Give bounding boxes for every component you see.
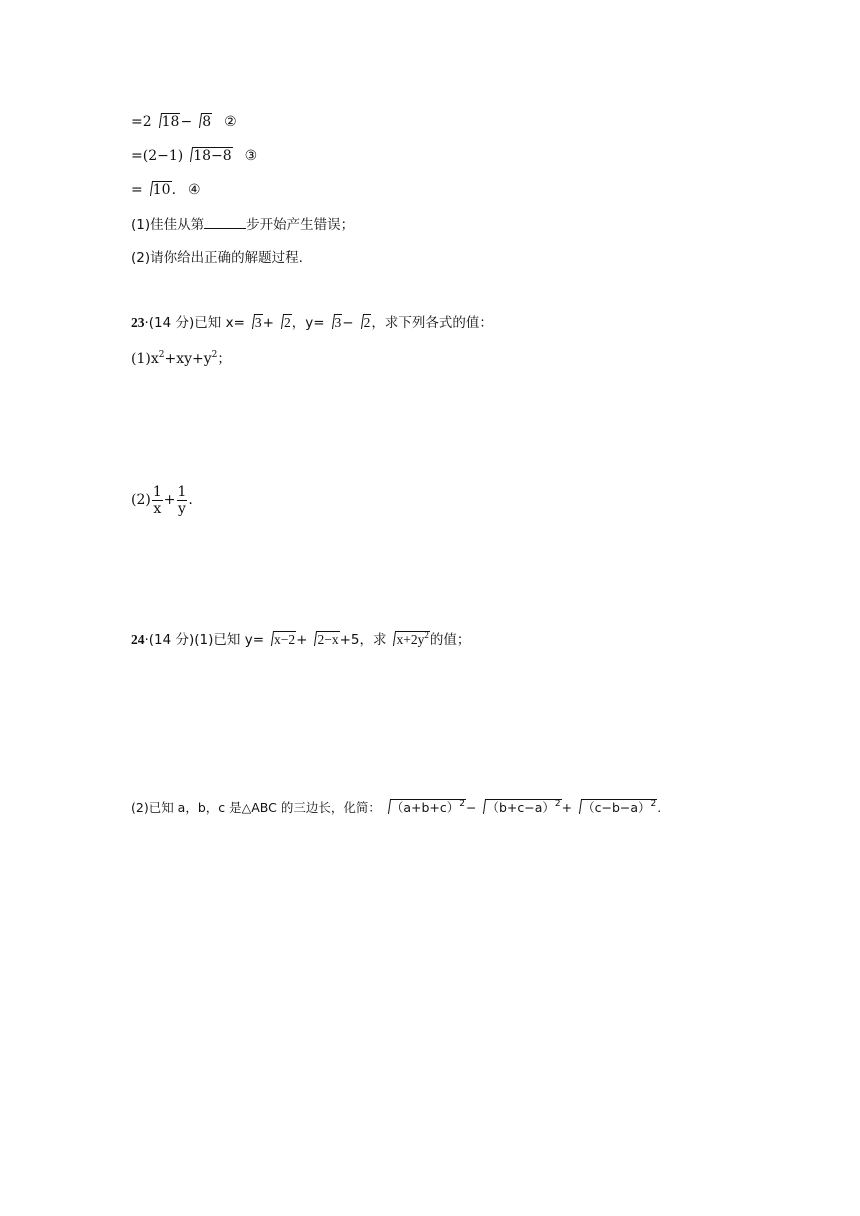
radicand-text: （b+c−a） — [486, 800, 555, 815]
question-23 — [131, 313, 493, 333]
q23-stem-tail: ，求下列各式的值： — [371, 315, 493, 331]
question-number: 24 — [131, 632, 145, 647]
denominator: x — [153, 500, 162, 517]
sqrt-symbol — [355, 313, 372, 333]
radicand: x−2 — [274, 632, 296, 647]
numerator: 1 — [152, 483, 162, 500]
solution-step-4 — [131, 180, 201, 200]
radicand: 8 — [202, 114, 212, 130]
radicand: 10 — [152, 182, 171, 198]
sqrt-symbol — [184, 146, 232, 166]
exponent: 2 — [424, 630, 429, 640]
q23-part1-mid: +xy+y — [164, 351, 212, 367]
question-24 — [131, 630, 470, 650]
fraction — [177, 484, 188, 517]
sqrt-symbol — [573, 798, 657, 818]
exponent: 2 — [211, 350, 218, 360]
exponent: 2 — [650, 799, 657, 809]
q22-part1-text: (1)佳佳从第 — [131, 217, 205, 233]
numerator: 1 — [177, 483, 187, 500]
q24-part2 — [131, 798, 661, 818]
sqrt-symbol — [193, 112, 212, 132]
radicand: 18−8 — [193, 148, 232, 164]
step4-prefix: = — [131, 182, 143, 198]
radicand-text: x+2y — [396, 632, 425, 647]
sqrt-symbol — [246, 313, 263, 333]
q22-part1-text-end: 步开始产生错误； — [246, 217, 355, 233]
period: . — [657, 800, 662, 815]
q24-stem: ·(14 分)(1)已知 y= — [144, 632, 265, 648]
q23-part2-label: (2) — [131, 492, 151, 508]
solution-step-2 — [131, 112, 237, 132]
answer-blank[interactable] — [204, 214, 246, 229]
sqrt-symbol — [308, 630, 339, 650]
minus-sign: − — [466, 800, 477, 815]
q23-part2 — [131, 482, 193, 518]
period: . — [188, 492, 193, 508]
fraction — [152, 484, 163, 517]
question-number: 23 — [131, 315, 145, 330]
radicand: 3 — [334, 315, 342, 330]
q22-part2 — [131, 248, 303, 268]
sqrt-symbol — [477, 798, 561, 818]
sqrt-symbol — [153, 112, 181, 132]
radicand-text: （c−b−a） — [582, 800, 651, 815]
q23-part1-end: ； — [217, 351, 231, 367]
q24-stem-tail: 的值； — [429, 632, 471, 648]
plus-sign: + — [163, 492, 176, 508]
q23-stem-mid: ，y= — [291, 315, 325, 331]
radicand — [485, 799, 561, 816]
minus-sign: − — [180, 114, 193, 130]
radicand: 2−x — [317, 632, 339, 647]
step-marker: ③ — [244, 148, 258, 164]
period: . — [171, 182, 177, 198]
minus-sign: − — [342, 315, 354, 331]
plus-sign: + — [296, 632, 308, 648]
q23-stem: ·(14 分)已知 x= — [144, 315, 245, 331]
step3-prefix: =(2−1) — [131, 148, 184, 164]
radicand: 2 — [363, 315, 371, 330]
radicand: 2 — [283, 315, 291, 330]
sqrt-symbol — [275, 313, 292, 333]
sqrt-symbol — [382, 798, 466, 818]
q24-stem-mid: +5，求 — [339, 632, 387, 648]
exponent: 2 — [459, 799, 465, 809]
radicand: 18 — [161, 114, 180, 130]
denominator: y — [178, 500, 186, 517]
exponent: 2 — [158, 350, 165, 360]
step-marker: ④ — [188, 182, 201, 198]
radicand — [581, 799, 657, 816]
q22-part2-text: (2)请你给出正确的解题过程. — [131, 250, 303, 266]
q23-part1-text: (1)x — [131, 351, 159, 367]
radicand-text: （a+b+c） — [390, 800, 460, 815]
sqrt-symbol — [265, 630, 296, 650]
step-marker: ② — [224, 114, 237, 130]
radicand — [395, 631, 429, 648]
radicand — [390, 799, 466, 816]
plus-sign: + — [561, 800, 573, 815]
q23-part1 — [131, 349, 231, 369]
q24-part2-text: (2)已知 a，b，c 是△ABC 的三边长，化简： — [131, 800, 381, 815]
sqrt-symbol — [144, 180, 172, 200]
solution-step-3 — [131, 146, 257, 166]
radicand: 3 — [254, 315, 262, 330]
plus-sign: + — [262, 315, 274, 331]
q22-part1 — [131, 214, 354, 234]
sqrt-symbol — [387, 630, 429, 650]
exponent: 2 — [554, 799, 561, 809]
step2-prefix: =2 — [131, 114, 152, 130]
sqrt-symbol — [326, 313, 343, 333]
